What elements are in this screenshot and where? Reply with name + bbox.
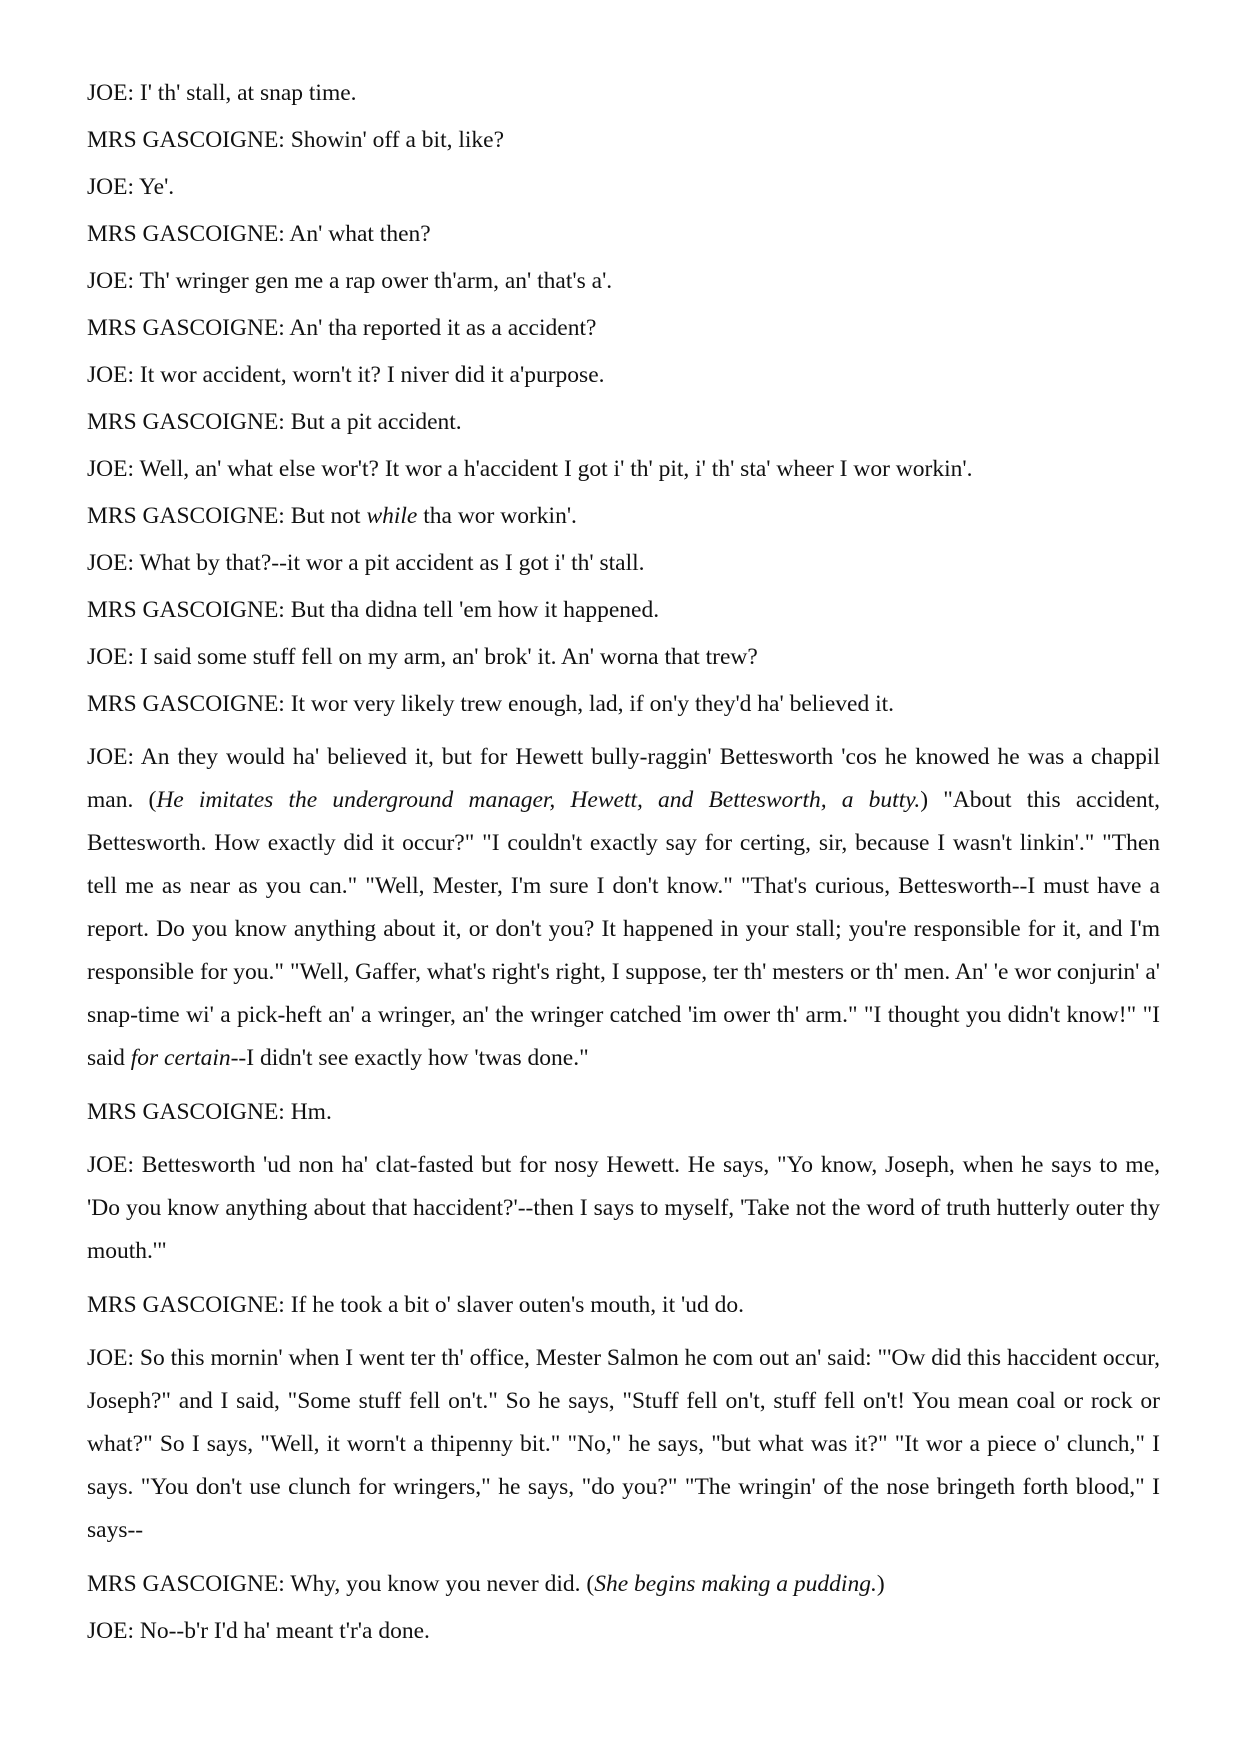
speech: I' th' stall, at snap time. <box>139 80 357 106</box>
speaker: MRS GASCOIGNE: <box>87 503 285 529</box>
speech: It wor accident, worn't it? I niver did it a'purpose. <box>139 362 605 388</box>
speaker: JOE: <box>87 550 134 576</box>
dialogue-line <box>87 548 1160 578</box>
speech: But tha didna tell 'em how it happened. <box>290 597 660 623</box>
speaker: JOE: <box>87 1345 134 1371</box>
speech: tha wor workin'. <box>423 503 577 529</box>
speech: An they would ha' believed it, but for Hewett bully-raggin' Bettesworth 'cos he knowed he was a chappil man. ( <box>87 744 1160 813</box>
dialogue-line <box>87 1616 1160 1646</box>
speaker: MRS GASCOIGNE: <box>87 315 285 341</box>
speaker: JOE: <box>87 1618 134 1644</box>
speech: ) <box>876 1571 885 1597</box>
speech: An' what then? <box>289 221 431 247</box>
speaker: JOE: <box>87 80 134 106</box>
dialogue-line <box>87 642 1160 672</box>
stage-direction: She begins making a pudding. <box>594 1571 877 1597</box>
speech: ) "About this accident, Bettesworth. How exactly did it occur?" "I couldn't exactly say for certing, sir, because I wasn't linkin'." "Then tell me as near as you can." "Well, Mester, I'm sure I don't know." "That's curious, Bettesworth--I must have a report. Do you know anything about it, or don't you? It happened in your stall; you're responsible for it, and I'm responsible for you." "Well, Gaffer, what's right's right, I suppose, ter th' mesters or th' men. An' 'e wor conjurin' a' snap-time wi' a pick-heft an' a wringer, an' the wringer catched 'im ower th' arm." "I thought you didn't know!" "I said <box>87 787 1160 1071</box>
speaker: MRS GASCOIGNE: <box>87 597 285 623</box>
dialogue-line <box>87 454 1160 484</box>
speech: Well, an' what else wor't? It wor a h'accident I got i' th' pit, i' th' sta' wheer I wor workin'. <box>139 456 973 482</box>
speaker: JOE: <box>87 456 134 482</box>
dialogue-line <box>87 1097 1160 1127</box>
dialogue-line <box>87 689 1160 719</box>
script-page <box>87 78 1160 1663</box>
speech: An' tha reported it as a accident? <box>289 315 597 341</box>
dialogue-paragraph <box>87 1337 1160 1552</box>
speech: No--b'r I'd ha' meant t'r'a done. <box>139 1618 430 1644</box>
dialogue-line <box>87 172 1160 202</box>
dialogue-line <box>87 266 1160 296</box>
speaker: JOE: <box>87 174 134 200</box>
dialogue-line <box>87 219 1160 249</box>
speech: Bettesworth 'ud non ha' clat-fasted but for nosy Hewett. He says, "Yo know, Joseph, when he says to me, 'Do you know anything about that haccident?'--then I says to myself, 'Take not the word of truth hutterly outer thy mouth.'" <box>87 1152 1161 1264</box>
speech: What by that?--it wor a pit accident as I got i' th' stall. <box>139 550 645 576</box>
emphasis: while <box>366 503 418 529</box>
speaker: MRS GASCOIGNE: <box>87 691 285 717</box>
dialogue-line <box>87 360 1160 390</box>
dialogue-line <box>87 595 1160 625</box>
speaker: MRS GASCOIGNE: <box>87 127 285 153</box>
speech: But a pit accident. <box>290 409 462 435</box>
dialogue-paragraph <box>87 1144 1160 1273</box>
dialogue-line <box>87 407 1160 437</box>
speaker: JOE: <box>87 362 134 388</box>
dialogue-line <box>87 501 1160 531</box>
speaker: JOE: <box>87 1152 134 1178</box>
speech: I said some stuff fell on my arm, an' brok' it. An' worna that trew? <box>139 644 758 670</box>
dialogue-line <box>87 1290 1160 1320</box>
speaker: MRS GASCOIGNE: <box>87 1292 285 1318</box>
dialogue-paragraph <box>87 736 1160 1080</box>
dialogue-line <box>87 125 1160 155</box>
dialogue-line <box>87 313 1160 343</box>
speaker: JOE: <box>87 268 134 294</box>
speaker: JOE: <box>87 744 134 770</box>
speech: Ye'. <box>139 174 175 200</box>
speech: So this mornin' when I went ter th' office, Mester Salmon he com out an' said: "'Ow did this haccident occur, Joseph?" and I said, "Some stuff fell on't." So he says, "Stuff fell on't, stuff fell on't! You mean coal or rock or what?" So I says, "Well, it worn't a thipenny bit." "No," he says, "but what was it?" "It wor a piece o' clunch," I says. "You don't use clunch for wringers," he says, "do you?" "The wringin' of the nose bringeth forth blood," I says-- <box>87 1345 1161 1543</box>
emphasis: for certain <box>130 1045 231 1071</box>
speaker: MRS GASCOIGNE: <box>87 1099 285 1125</box>
speaker: MRS GASCOIGNE: <box>87 221 285 247</box>
speech: If he took a bit o' slaver outen's mouth, it 'ud do. <box>290 1292 744 1318</box>
speaker: JOE: <box>87 644 134 670</box>
speech: Th' wringer gen me a rap ower th'arm, an' that's a'. <box>139 268 613 294</box>
speech: It wor very likely trew enough, lad, if on'y they'd ha' believed it. <box>290 691 895 717</box>
speech: --I didn't see exactly how 'twas done." <box>230 1045 589 1071</box>
dialogue-line <box>87 78 1160 108</box>
speaker: MRS GASCOIGNE: <box>87 1571 285 1597</box>
speech: Showin' off a bit, like? <box>290 127 505 153</box>
stage-direction: He imitates the underground manager, Hewett, and Bettesworth, a butty. <box>156 787 921 813</box>
speech: Why, you know you never did. ( <box>290 1571 595 1597</box>
speech: Hm. <box>290 1099 332 1125</box>
speaker: MRS GASCOIGNE: <box>87 409 285 435</box>
dialogue-line <box>87 1569 1160 1599</box>
speech: But not <box>290 503 361 529</box>
